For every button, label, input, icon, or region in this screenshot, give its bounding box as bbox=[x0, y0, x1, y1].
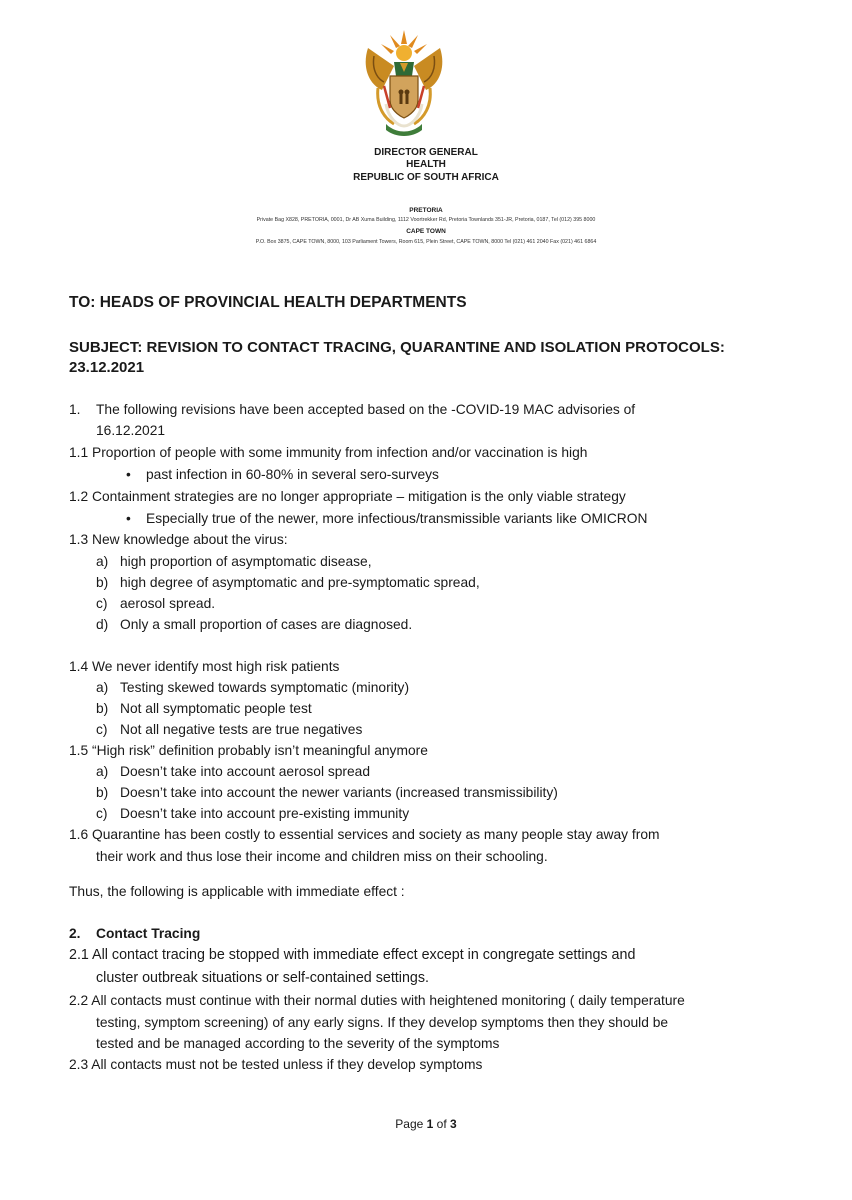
recipient-line: TO: HEADS OF PROVINCIAL HEALTH DEPARTMENTS bbox=[69, 294, 467, 311]
republic-title: REPUBLIC OF SOUTH AFRICA bbox=[353, 172, 499, 183]
item-1-2-bullet-text: Especially true of the newer, more infectious/transmissible variants like OMICRON bbox=[146, 511, 648, 526]
list-item: c) aerosol spread. bbox=[96, 596, 216, 611]
list-item: b) Doesn’t take into account the newer variants (increased transmissibility) bbox=[96, 785, 558, 800]
item-1-1: 1.1 Proportion of people with some immunity from infection and/or vaccination is high bbox=[69, 445, 588, 460]
subject bbox=[69, 338, 789, 378]
item-2-2-line-3: tested and be managed according to the severity of the symptoms bbox=[96, 1036, 500, 1051]
health-title: HEALTH bbox=[406, 159, 446, 170]
subject-line: SUBJECT: REVISION TO CONTACT TRACING, QUARANTINE AND ISOLATION PROTOCOLS: bbox=[69, 339, 725, 356]
list-item: d) Only a small proportion of cases are diagnosed. bbox=[96, 617, 413, 632]
item-1-number: 1. bbox=[69, 402, 81, 417]
bullet-icon: • bbox=[126, 467, 131, 482]
coat-of-arms-logo bbox=[360, 26, 448, 138]
item-1-text: The following revisions have been accepted based on the -COVID-19 MAC advisories of bbox=[96, 402, 636, 417]
subject-date: 23.12.2021 bbox=[69, 359, 145, 376]
list-item: b) Not all symptomatic people test bbox=[96, 701, 312, 716]
list-item: c) Not all negative tests are true negatives bbox=[96, 722, 363, 737]
list-item: a) Testing skewed towards symptomatic (minority) bbox=[96, 680, 410, 695]
item-1-1-bullet-text: past infection in 60-80% in several sero-surveys bbox=[146, 467, 439, 482]
director-general-title: DIRECTOR GENERAL bbox=[374, 147, 478, 158]
pretoria-label: PRETORIA bbox=[409, 207, 443, 214]
item-2-2-line-2: testing, symptom screening) of any early signs. If they develop symptoms then they should be bbox=[96, 1015, 669, 1030]
item-2-2-line-1: 2.2 All contacts must continue with their normal duties with heightened monitoring ( daily temperature bbox=[69, 993, 685, 1008]
list-item: a) Doesn’t take into account aerosol spread bbox=[96, 764, 371, 779]
thus-line: Thus, the following is applicable with immediate effect : bbox=[69, 884, 405, 899]
pretoria-address: Private Bag X828, PRETORIA, 0001, Dr AB Xuma Building, 1112 Voortrekker Rd, Pretoria Townlands 351-JR, Pretoria, 0187, Tel (012) 395 8000 bbox=[256, 217, 596, 223]
item-1-date: 16.12.2021 bbox=[96, 423, 166, 438]
page-number: Page 1 of 3 bbox=[395, 1117, 457, 1131]
capetown-address: P.O. Box 3875, CAPE TOWN, 8000, 103 Parliament Towers, Room 615, Plein Street, CAPE TOWN, 8000 Tel (021) 461 2040 Fax (021) 461 6864 bbox=[255, 239, 597, 245]
item-2-1-line-2: cluster outbreak situations or self-contained settings. bbox=[96, 970, 429, 986]
section-2-number: 2. bbox=[69, 926, 81, 941]
item-1-6-line-1: 1.6 Quarantine has been costly to essential services and society as many people stay away from bbox=[69, 827, 660, 842]
item-2-3: 2.3 All contacts must not be tested unless if they develop symptoms bbox=[69, 1057, 483, 1072]
list-item: a) high proportion of asymptomatic disease, bbox=[96, 554, 372, 569]
capetown-label: CAPE TOWN bbox=[406, 228, 446, 235]
list-item: c) Doesn’t take into account pre-existing immunity bbox=[96, 806, 410, 821]
item-1-2-bullet bbox=[126, 511, 647, 526]
item-1-1-bullet bbox=[126, 467, 439, 482]
bullet-icon: • bbox=[126, 511, 131, 526]
section-2-heading: Contact Tracing bbox=[96, 926, 201, 941]
item-2-1-line-1: 2.1 All contact tracing be stopped with immediate effect except in congregate settings and bbox=[69, 947, 636, 963]
item-1-5: 1.5 “High risk” definition probably isn’t meaningful anymore bbox=[69, 743, 428, 758]
item-1-4: 1.4 We never identify most high risk patients bbox=[69, 659, 340, 674]
item-1-2: 1.2 Containment strategies are no longer appropriate – mitigation is the only viable strategy bbox=[69, 489, 626, 504]
item-1-6-line-2: their work and thus lose their income and children miss on their schooling. bbox=[96, 849, 548, 864]
list-item: b) high degree of asymptomatic and pre-symptomatic spread, bbox=[96, 575, 480, 590]
item-1-3: 1.3 New knowledge about the virus: bbox=[69, 532, 288, 547]
